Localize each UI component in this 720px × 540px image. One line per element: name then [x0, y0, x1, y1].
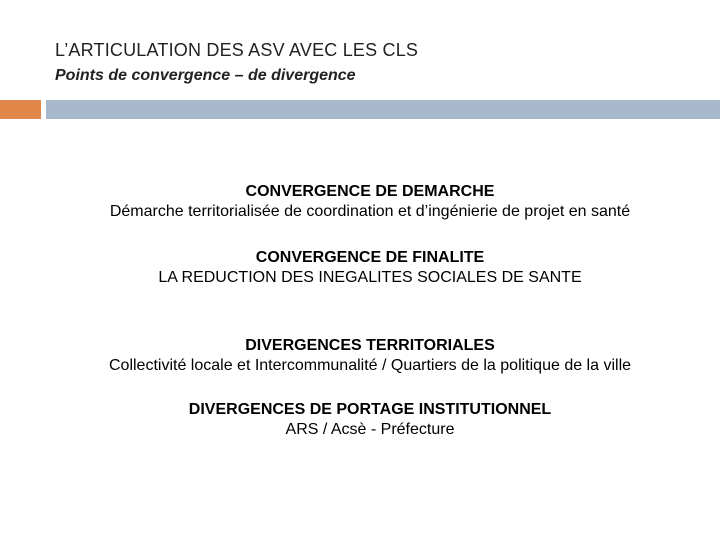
divergences-territoriales-block — [0, 336, 720, 376]
divergences-portage-block — [0, 400, 720, 440]
block-heading: CONVERGENCE DE DEMARCHE — [245, 183, 495, 200]
block-heading: DIVERGENCES TERRITORIALES — [245, 337, 495, 354]
block-text: LA REDUCTION DES INEGALITES SOCIALES DE SANTE — [158, 269, 582, 286]
slide-subtitle: Points de convergence – de divergence — [55, 67, 356, 84]
header-divider-bar — [46, 100, 720, 119]
block-text: ARS / Acsè - Préfecture — [285, 421, 455, 438]
convergence-demarche-block — [0, 182, 720, 222]
block-text: Démarche territorialisée de coordination et d’ingénierie de projet en santé — [109, 203, 631, 220]
slide-title: L’ARTICULATION DES ASV AVEC LES CLS — [55, 40, 419, 60]
convergence-finalite-block — [0, 248, 720, 288]
block-heading: CONVERGENCE DE FINALITE — [255, 249, 485, 266]
accent-bar — [0, 100, 41, 119]
block-heading: DIVERGENCES DE PORTAGE INSTITUTIONNEL — [188, 401, 552, 418]
block-text: Collectivité locale et Intercommunalité / Quartiers de la politique de la ville — [108, 357, 632, 374]
